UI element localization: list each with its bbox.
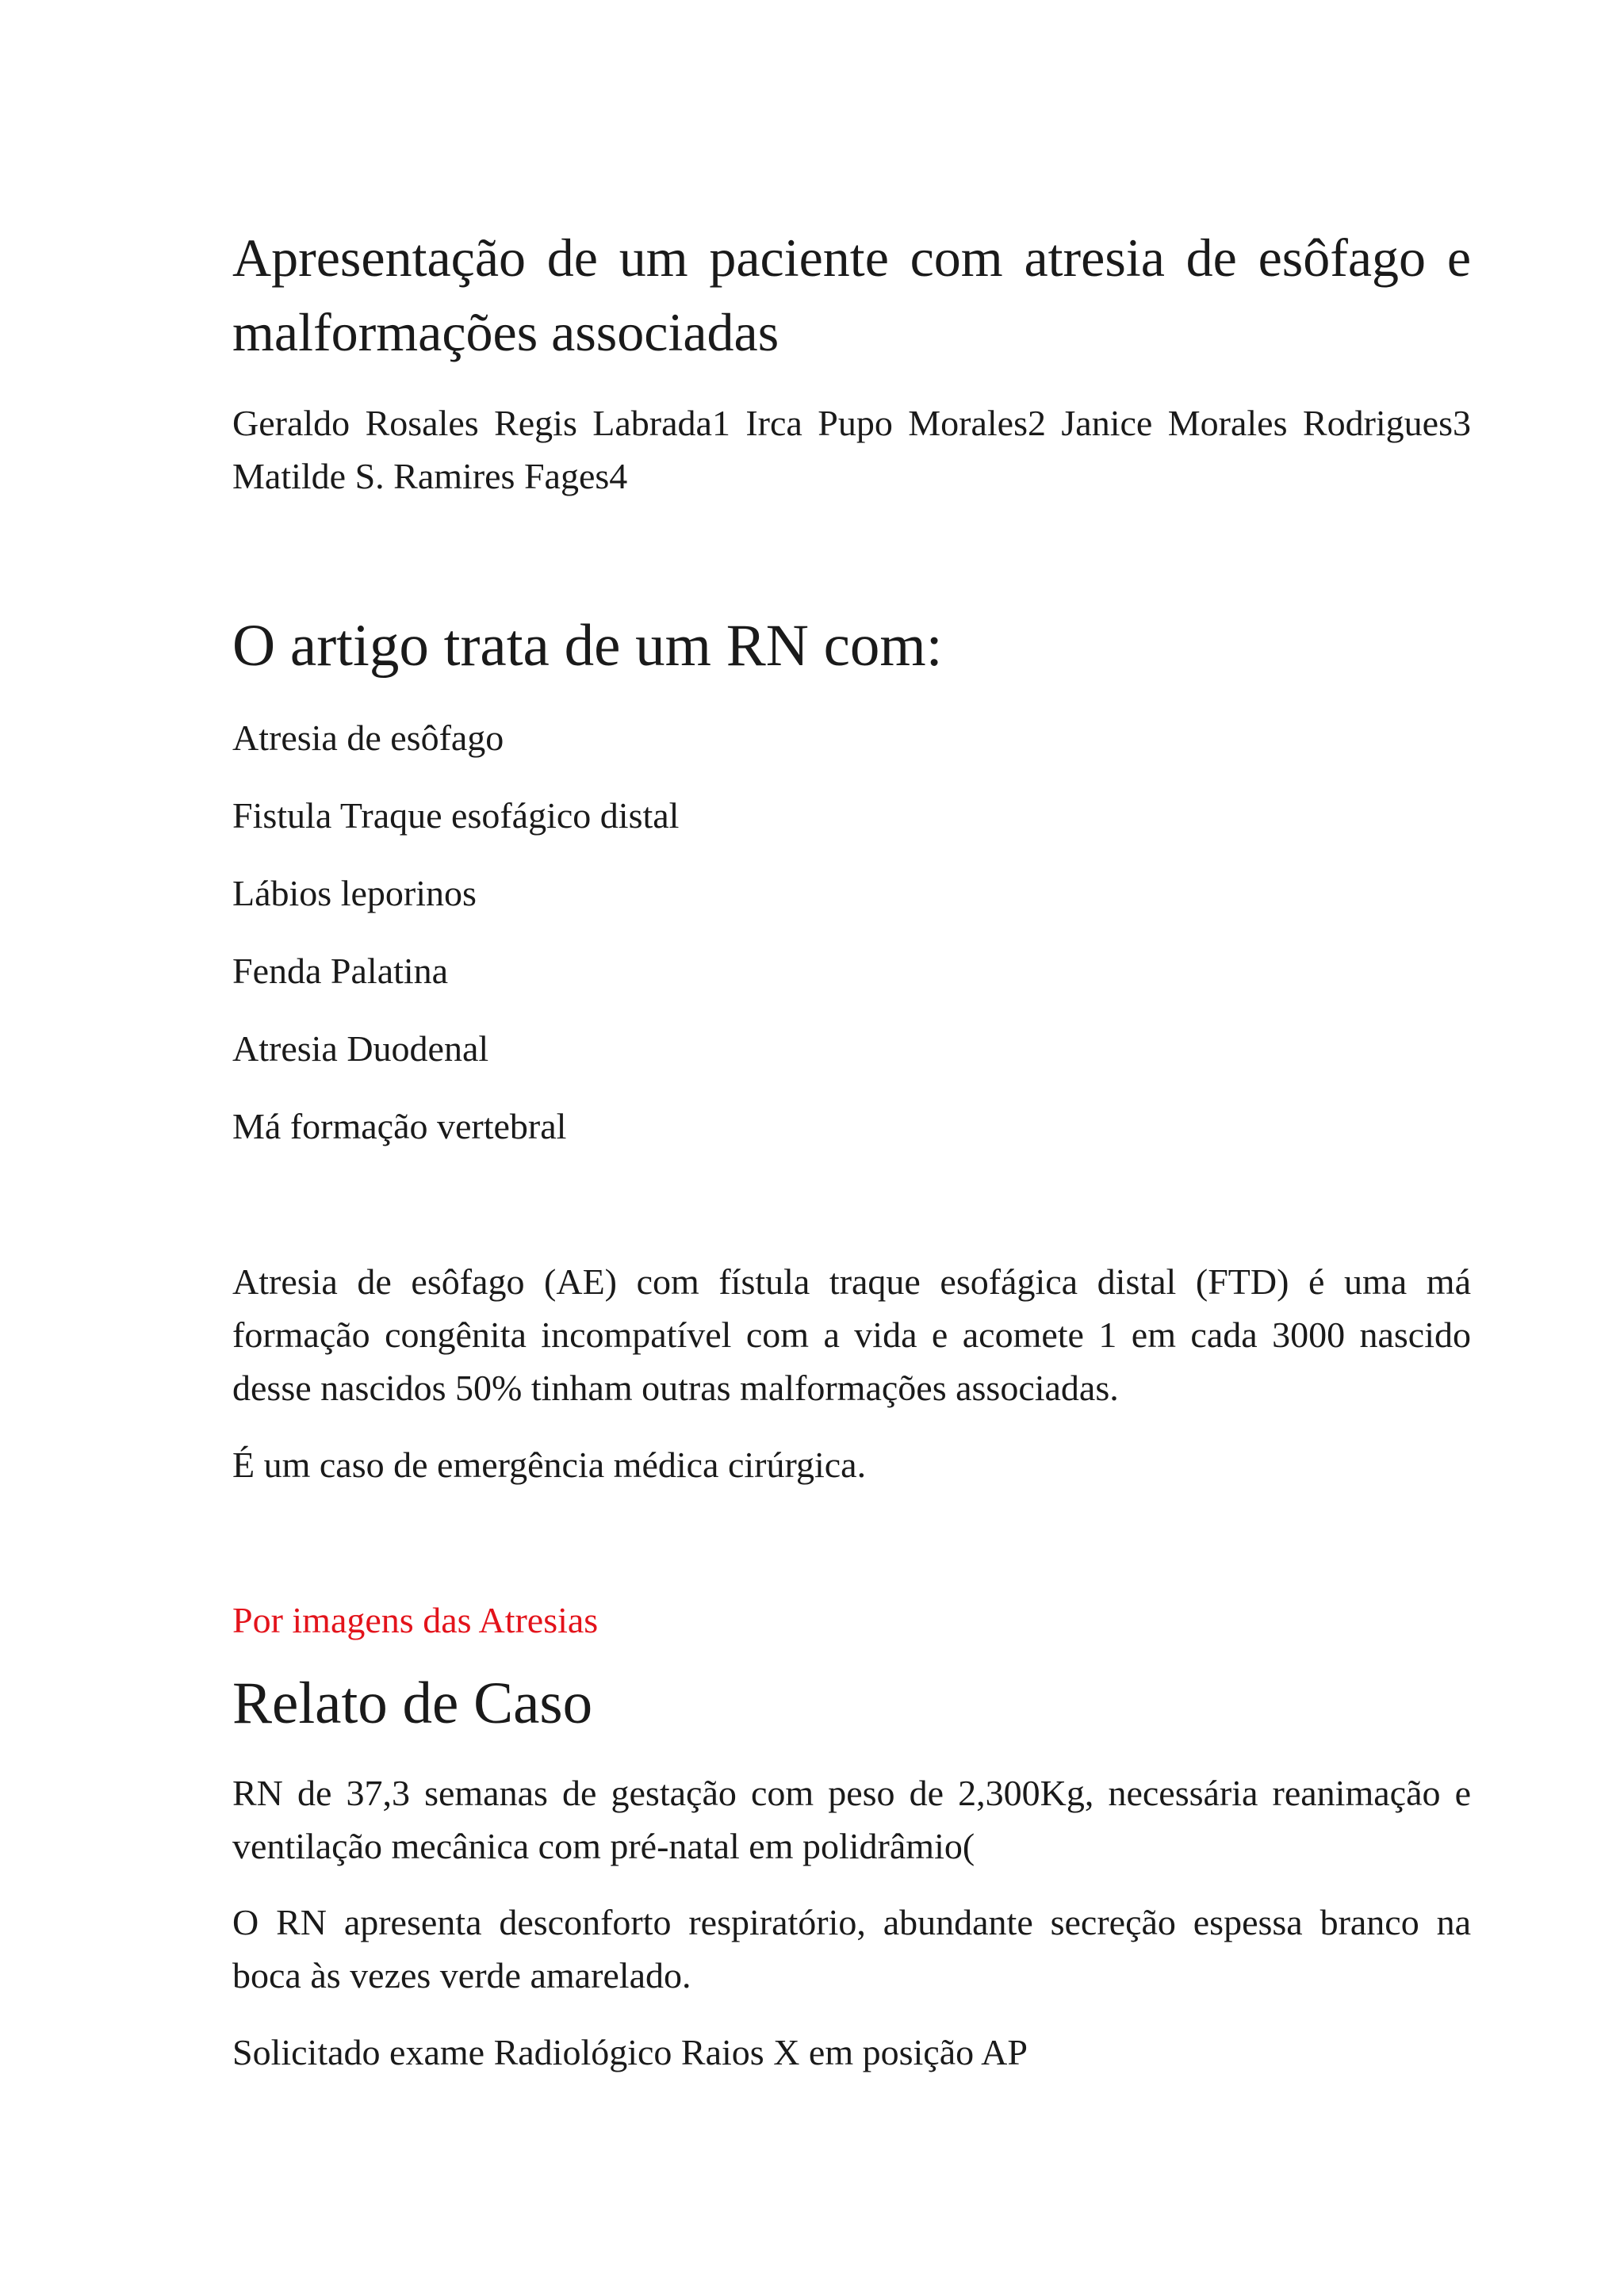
paragraph-symptoms: O RN apresenta desconforto respiratório, abundante secreção espessa branco na boca às vezes verde amarelado. — [232, 1902, 1471, 1996]
section-heading-article: O artigo trata de um RN com: — [232, 613, 943, 679]
paragraph-emergency: É um caso de emergência médica cirúrgica. — [232, 1445, 867, 1485]
red-note: Por imagens das Atresias — [232, 1600, 599, 1640]
paragraph-case-details: RN de 37,3 semanas de gestação com peso de 2,300Kg, necessária reanimação e ventilação mecânica com pré-natal em polidrâmio( — [232, 1773, 1471, 1866]
author-list: Geraldo Rosales Regis Labrada1 Irca Pupo Morales2 Janice Morales Rodrigues3 Matilde S. Ramires Fages4 — [232, 403, 1471, 496]
section-heading-case-report: Relato de Caso — [232, 1670, 593, 1736]
list-item: Atresia Duodenal — [232, 1028, 489, 1069]
list-item: Fenda Palatina — [232, 951, 449, 991]
paragraph-ae-description: Atresia de esôfago (AE) com fístula traque esofágica distal (FTD) é uma má formação congênita incompatível com a vida e acomete 1 em cada 3000 nascido desse nascidos 50% tinham outras malformações associadas. — [232, 1261, 1471, 1408]
document-title: Apresentação de um paciente com atresia de esôfago e malformações associadas — [232, 228, 1471, 362]
list-item: Má formação vertebral — [232, 1106, 567, 1146]
list-item: Atresia de esôfago — [232, 718, 504, 758]
list-item: Fistula Traque esofágico distal — [232, 795, 680, 836]
paragraph-exam-request: Solicitado exame Radiológico Raios X em posição AP — [232, 2032, 1028, 2072]
list-item: Lábios leporinos — [232, 873, 477, 913]
